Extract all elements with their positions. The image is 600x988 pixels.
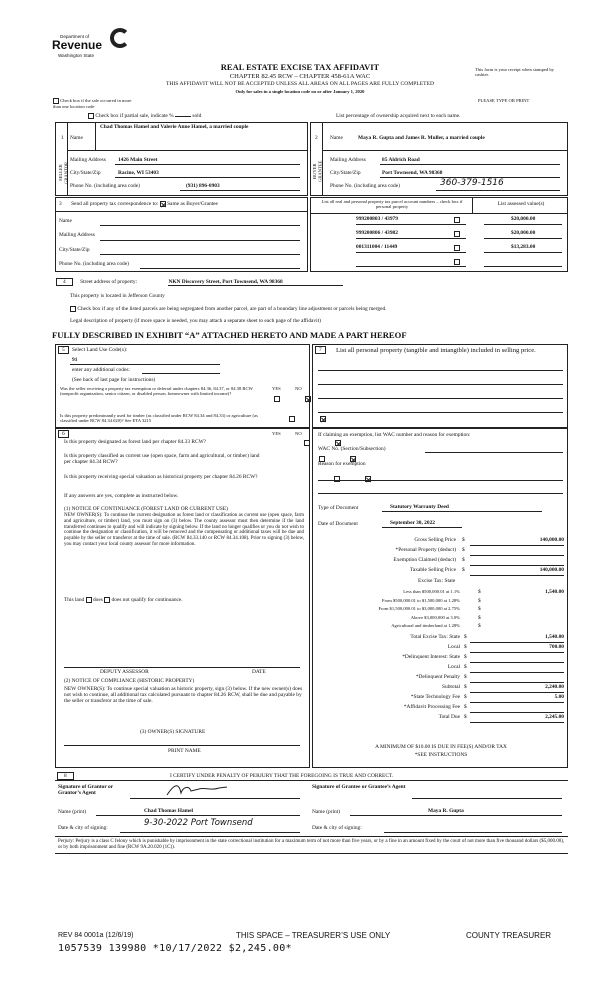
personal-property-checkbox[interactable] — [454, 259, 460, 265]
grantee-date-label: Date & city of signing: — [312, 825, 362, 831]
wac-label: WAC No. (Section/Subsection) — [318, 446, 386, 452]
dollar-sign: $ — [464, 704, 467, 710]
does-not-label: does not qualify for continuance. — [111, 597, 183, 604]
dollar-sign: $ — [478, 597, 481, 604]
section8-num: 8 — [57, 772, 74, 780]
bracket-label: Less than $500,000.01 at 1.1% — [403, 589, 460, 594]
form-note: Only for sales in a single location code on or after January 1, 2020 — [235, 89, 365, 94]
grantor-date-city: 9-30-2022 Port Townsend — [144, 818, 253, 828]
see-instructions: *SEE INSTRUCTIONS — [414, 752, 468, 758]
personal-property-checkbox[interactable] — [454, 231, 460, 237]
dollar-sign: $ — [464, 694, 467, 700]
continuance-row — [64, 597, 183, 603]
total-label: Local — [447, 644, 460, 650]
section7-num: 7 — [315, 346, 326, 354]
seller-phone: (931) 896-0903 — [186, 183, 220, 189]
personal-property-checkbox[interactable] — [454, 217, 460, 223]
dollar-sign: $ — [478, 589, 481, 595]
grantor-signature — [165, 781, 245, 799]
agency-line3: Washington State — [58, 53, 95, 58]
dollar-sign: $ — [464, 684, 467, 690]
dollar-sign: $ — [462, 567, 465, 573]
corr-mailing-label: Mailing Address — [59, 232, 95, 238]
section5-num: 5 — [58, 346, 69, 354]
assessed-value: $20,000.00 — [511, 216, 536, 222]
dollar-sign: $ — [462, 537, 465, 543]
tax-row-label: Gross Selling Price — [414, 537, 456, 543]
parcel-row — [356, 230, 561, 242]
type-or-print: PLEASE TYPE OR PRINT — [478, 98, 530, 103]
bracket-row — [318, 589, 564, 598]
section7 — [312, 344, 568, 428]
parcel-row — [356, 258, 561, 270]
same-as-buyer-checkbox[interactable] — [160, 201, 166, 207]
deputy-assessor-label: DEPUTY ASSESSOR — [100, 669, 149, 675]
total-row — [318, 684, 564, 694]
grantee-signature-label: Signature of Grantee or Grantee’s Agent — [312, 784, 406, 790]
tax-rows — [318, 537, 564, 577]
total-value: 2,240.00 — [545, 684, 564, 690]
doc-type-label: Type of Document — [318, 505, 359, 511]
dollar-sign: $ — [464, 654, 467, 660]
buyer-num: 2 — [315, 135, 318, 141]
seller-side-label: SELLER GRANTOR — [58, 161, 69, 184]
multi-location-label: Check box if the sale occurred in more than one location code — [53, 98, 132, 109]
parcels-header-left: List all real and personal property tax parcel account numbers – check box if personal property — [321, 199, 463, 210]
tax-row — [318, 547, 564, 557]
seller-name-label: Name — [70, 135, 83, 141]
tax-row-value: 140,000.00 — [539, 567, 564, 573]
county-line: This property is located in Jefferson County — [70, 293, 165, 299]
total-label: *Delinquent Interest: State — [402, 654, 460, 660]
form-warning: THIS AFFIDAVIT WILL NOT BE ACCEPTED UNLESS ALL AREAS ON ALL PAGES ARE FULLY COMPLETED — [165, 81, 435, 87]
print-name-label: PRINT NAME — [168, 748, 201, 754]
dollar-sign: $ — [464, 634, 467, 640]
sold-label: sold — [192, 113, 202, 120]
bracket-label: Agricultural and timberland at 1.28% — [391, 623, 460, 628]
signature-scribble-icon — [165, 781, 245, 799]
total-row — [318, 634, 564, 644]
parcel-number: 999200806 / 43982 — [356, 230, 398, 236]
excise-state-label: Excise Tax: State — [418, 578, 456, 584]
buyer-side-label: BUYER GRANTEE — [312, 160, 323, 182]
seller-mailing: 1426 Main Street — [118, 157, 158, 163]
total-rows — [318, 634, 564, 724]
buyer-phone-label: Phone No. (including area code) — [330, 183, 400, 189]
notice1-title: (1) NOTICE OF CONTINUANCE (FOREST LAND OR CURRENT USE) — [64, 506, 228, 512]
segregated-checkbox[interactable] — [70, 306, 76, 312]
grantor-name-label: Name (print) — [58, 809, 86, 815]
section6-num: 6 — [58, 430, 69, 438]
correspondence-row — [59, 201, 218, 207]
land-use-label: Select Land Use Code(s): — [72, 347, 128, 353]
land-use-code: 91 — [72, 357, 78, 363]
parcel-row — [356, 244, 561, 256]
s6-no-header: NO — [295, 431, 302, 436]
buyer-phone: 360-379-1516 — [440, 178, 504, 188]
s6-yes-header: YES — [272, 431, 281, 436]
street-row — [56, 278, 566, 286]
total-row — [318, 714, 564, 724]
parcels-header-right: List assessed value(s) — [497, 201, 545, 207]
dollar-sign: $ — [462, 547, 465, 553]
partial-sale-label: Check box if partial sale, indicate % — [95, 113, 174, 120]
dollar-sign: $ — [478, 614, 481, 621]
exhibit-statement: FULLY DESCRIBED IN EXHIBIT “A” ATTACHED HERETO AND MADE A PART HEREOF — [52, 330, 407, 340]
does-label: does — [92, 597, 103, 604]
corr-phone-label: Phone No. (including area code) — [59, 261, 129, 267]
dollar-sign: $ — [464, 674, 467, 680]
total-label: Local — [447, 664, 460, 670]
bracket-row — [318, 598, 564, 607]
agency-line1: Department of — [60, 34, 90, 39]
correspondence-label: Send all property tax correspondence to: — [71, 201, 159, 208]
does-checkbox[interactable] — [86, 597, 92, 603]
s5-q2-yes-checkbox[interactable] — [289, 416, 295, 422]
seller-phone-label: Phone No. (including area code) — [70, 183, 140, 189]
corr-city-label: City/State/Zip — [59, 247, 90, 253]
grantor-date-label: Date & city of signing: — [58, 825, 108, 831]
total-label: *Affidavit Processing Fee — [403, 704, 460, 710]
s5-question-2: Is this property predominantly used for timber (as classified under RCW 84.34 and 84.33) or agriculture (as classified under RCW 84.34.020)? See ETA 3215 — [60, 413, 258, 424]
bracket-row — [318, 615, 564, 624]
seller-name: Chad Thomas Hamel and Valerie Anne Hamel, a married couple — [100, 124, 249, 130]
see-back-label: (See back of last page for instructions) — [72, 377, 156, 383]
form-title: REAL ESTATE EXCISE TAX AFFIDAVIT — [220, 62, 380, 72]
parcel-row — [356, 216, 561, 228]
logo-mark-icon — [110, 28, 130, 48]
total-label: *State Technology Fee — [410, 694, 460, 700]
total-row — [318, 654, 564, 664]
agency-line2: Revenue — [52, 38, 103, 52]
notice1-body: NEW OWNER(S): To continue the current designation as forest land or classification as current use (open space, farm and agriculture, or timber) land, you must sign on (3) below. The county assessor must then determine if the land transferred continues to qualify and will indicate by signing below. If the land no longer qualifies or you do not wish to continue the designation or classification, it will be removed and the compensating or additional taxes will be due and payable by the seller or transferor at the time of sale. (RCW 84.33.140 or RCW 84.34.108). Prior to signing (3) below, you may contact your local county assessor for more information. — [64, 513, 304, 547]
dollar-sign: $ — [464, 714, 467, 720]
parcel-number: 999200803 / 43979 — [356, 216, 398, 222]
total-value: 5.00 — [554, 694, 564, 700]
buyer-city: Port Townsend, WA 98368 — [382, 170, 443, 176]
total-row — [318, 664, 564, 674]
legal-description-label: Legal description of property (if more space is needed, you may attach a separate sheet to each page of the affidavit) — [70, 318, 321, 324]
grantee-name: Maya R. Gupta — [428, 808, 464, 814]
total-row — [318, 674, 564, 684]
form-subtitle: CHAPTER 82.45 RCW – CHAPTER 458-61A WAC — [229, 73, 371, 80]
s5-question-1: Was the seller receiving a property tax exemption or deferral under chapters 84.36, 84.37, or 84.38 RCW (nonprofit organization, senior citizen, or disabled person, homeowner with limited income)? — [60, 386, 253, 397]
tax-row — [318, 557, 564, 567]
s5-q1-yes-checkbox[interactable] — [274, 396, 280, 402]
partial-sale-checkbox[interactable] — [88, 113, 94, 119]
s6-question-3: Is this property receiving special valuation as historical property per chapter 84.26 RCW? — [64, 474, 258, 480]
s6-question-1: Is this property designated as forest land per chapter 84.33 RCW? — [64, 439, 207, 445]
street-num: 4 — [56, 278, 73, 286]
doc-type-value: Statutory Warranty Deed — [390, 504, 449, 510]
total-label: Total Excise Tax: State — [410, 634, 460, 640]
total-label: Total Due — [438, 714, 460, 720]
seller-mailing-label: Mailing Address — [70, 157, 106, 163]
total-row — [318, 704, 564, 714]
seller-city-label: City/State/Zip — [70, 170, 101, 176]
grantor-name: Chad Thomas Hamel — [144, 808, 194, 814]
tax-row-label: Taxable Selling Price — [409, 567, 456, 573]
total-label: *Delinquent Penalty — [415, 674, 460, 680]
total-label: Subtotal — [442, 684, 460, 690]
treasurer-space: THIS SPACE – TREASURER’S USE ONLY — [236, 931, 391, 940]
partial-sale-row — [88, 113, 201, 119]
seller-city: Racine, WI 53403 — [118, 170, 159, 176]
total-row — [318, 644, 564, 654]
doc-date-value: September 30, 2022 — [390, 520, 435, 526]
tax-row-label: Exemption Claimed (deduct) — [393, 557, 456, 563]
bracket-label: From $1,500,000.01 to $3,000,000 at 2.75% — [378, 606, 460, 611]
reason-label: Reason for exemption — [318, 461, 366, 467]
bracket-rows — [318, 589, 564, 632]
correspondence-num: 3 — [59, 201, 62, 208]
form-id: REV 84 0001a (12/6/19) — [58, 932, 134, 939]
assessed-value: $13,283.00 — [511, 244, 536, 250]
ownership-pct-note: List percentage of ownership acquired next to each name. — [336, 113, 461, 119]
perjury-statement: Perjury: Perjury is a class C felony which is punishable by imprisonment in the state correctional institution for a maximum term of not more than five years, or by a fine in an amount fixed by the court of not more than five thousand dollars ($5,000.00), or by both imprisonment and fine (RCW 9A.20.020 (1C)). — [58, 839, 565, 850]
bracket-row — [318, 606, 564, 615]
bracket-row — [318, 623, 564, 632]
exemption-label: If claiming an exemption, list WAC number and reason for exemption: — [318, 432, 471, 438]
seller-num: 1 — [61, 135, 64, 141]
total-value: 1,540.00 — [545, 634, 564, 640]
parcel-number: 001311004 / 11449 — [356, 244, 398, 250]
doc-date-label: Date of Document — [318, 521, 358, 527]
deputy-date-label: DATE — [252, 669, 266, 675]
bracket-label: From $500,000.01 to $1,500,000 at 1.28% — [381, 597, 460, 603]
segregated-label: Check box if any of the listed parcels are being segregated from another parcel, are part of a boundary line adjustment or parcels being merged. — [77, 306, 387, 313]
grantor-signature-label: Signature of Grantor or Grantor’s Agent — [58, 784, 113, 797]
corr-name-label: Name — [59, 218, 72, 224]
total-row — [318, 694, 564, 704]
s6-if-yes: If any answers are yes, complete as instructed below. — [64, 493, 179, 499]
dor-logo — [52, 28, 132, 62]
s6-q1-yes-checkbox[interactable] — [304, 440, 310, 446]
tax-row — [318, 537, 564, 547]
personal-property-label: List all personal property (tangible and intangible) included in selling price. — [336, 347, 536, 354]
buyer-mailing-label: Mailing Address — [330, 157, 366, 163]
dollar-sign: $ — [464, 664, 467, 670]
buyer-name: Maya R. Gupta and James R. Muller, a married couple — [358, 135, 485, 141]
total-value: 700.00 — [549, 644, 564, 650]
county-treasurer: COUNTY TREASURER — [466, 931, 552, 940]
multi-location-checkbox[interactable] — [53, 98, 59, 104]
same-as-buyer-label: Same as Buyer/Grantee — [167, 201, 218, 208]
assessed-value: $20,000.00 — [511, 230, 536, 236]
buyer-name-label: Name — [330, 135, 343, 141]
tax-row-value: 140,000.00 — [539, 537, 564, 543]
receipt-note: This form is your receipt when stamped by cashier. — [475, 67, 554, 78]
buyer-mailing: 85 Aldrich Road — [382, 157, 420, 163]
bracket-label: Above $3,000,000 at 3.0% — [410, 614, 460, 620]
s6-question-2: Is this property classified as current use (open space, farm and agricultural, or timber) land per chapter 84.34 RCW? — [64, 453, 260, 466]
s5-no-header: NO — [295, 386, 302, 391]
s5-q1-no-checkbox[interactable] — [305, 396, 311, 402]
does-not-checkbox[interactable] — [104, 597, 110, 603]
total-value: 2,245.00 — [545, 714, 564, 720]
bracket-value: 1,540.00 — [545, 589, 564, 595]
multi-location-row — [53, 98, 133, 109]
segregated-row — [70, 306, 387, 312]
street-label: Street address of property: — [80, 279, 138, 285]
tax-row-label: *Personal Property (deduct) — [395, 547, 456, 553]
street-address: NKN Discovery Street, Port Townsend, WA 98368 — [168, 279, 342, 286]
dollar-sign: $ — [464, 644, 467, 650]
minimum-note: A MINIMUM OF $10.00 IS DUE IN FEE(S) AND/OR TAX — [375, 744, 507, 750]
s5-yes-header: YES — [272, 386, 281, 391]
dollar-sign: $ — [478, 606, 481, 612]
notice2-body: NEW OWNER(S): To continue special valuation as historic property, sign (3) below. If the new owner(s) does not wish to continue, all additional tax calculated pursuant to chapter 84.26 RCW, shall be due and payable by the seller or transferor at the time of sale. — [64, 686, 303, 705]
buyer-city-label: City/State/Zip — [330, 170, 361, 176]
personal-property-checkbox[interactable] — [454, 245, 460, 251]
certify-statement: I CERTIFY UNDER PENALTY OF PERJURY THAT THE FOREGOING IS TRUE AND CORRECT. — [170, 773, 394, 779]
cashier-stamp: 1057539 139980 *10/17/2022 $2,245.00* — [58, 943, 292, 954]
grantee-name-label: Name (print) — [312, 809, 340, 815]
additional-codes-label: enter any additional codes: — [72, 367, 130, 373]
notice2-title: (2) NOTICE OF COMPLIANCE (HISTORIC PROPERTY) — [64, 678, 195, 684]
dollar-sign: $ — [462, 557, 465, 563]
this-land-label: This land — [64, 597, 85, 604]
owner-signature-label: (3) OWNER(S) SIGNATURE — [140, 729, 206, 735]
dollar-sign: $ — [478, 623, 481, 629]
tax-row — [318, 567, 564, 577]
